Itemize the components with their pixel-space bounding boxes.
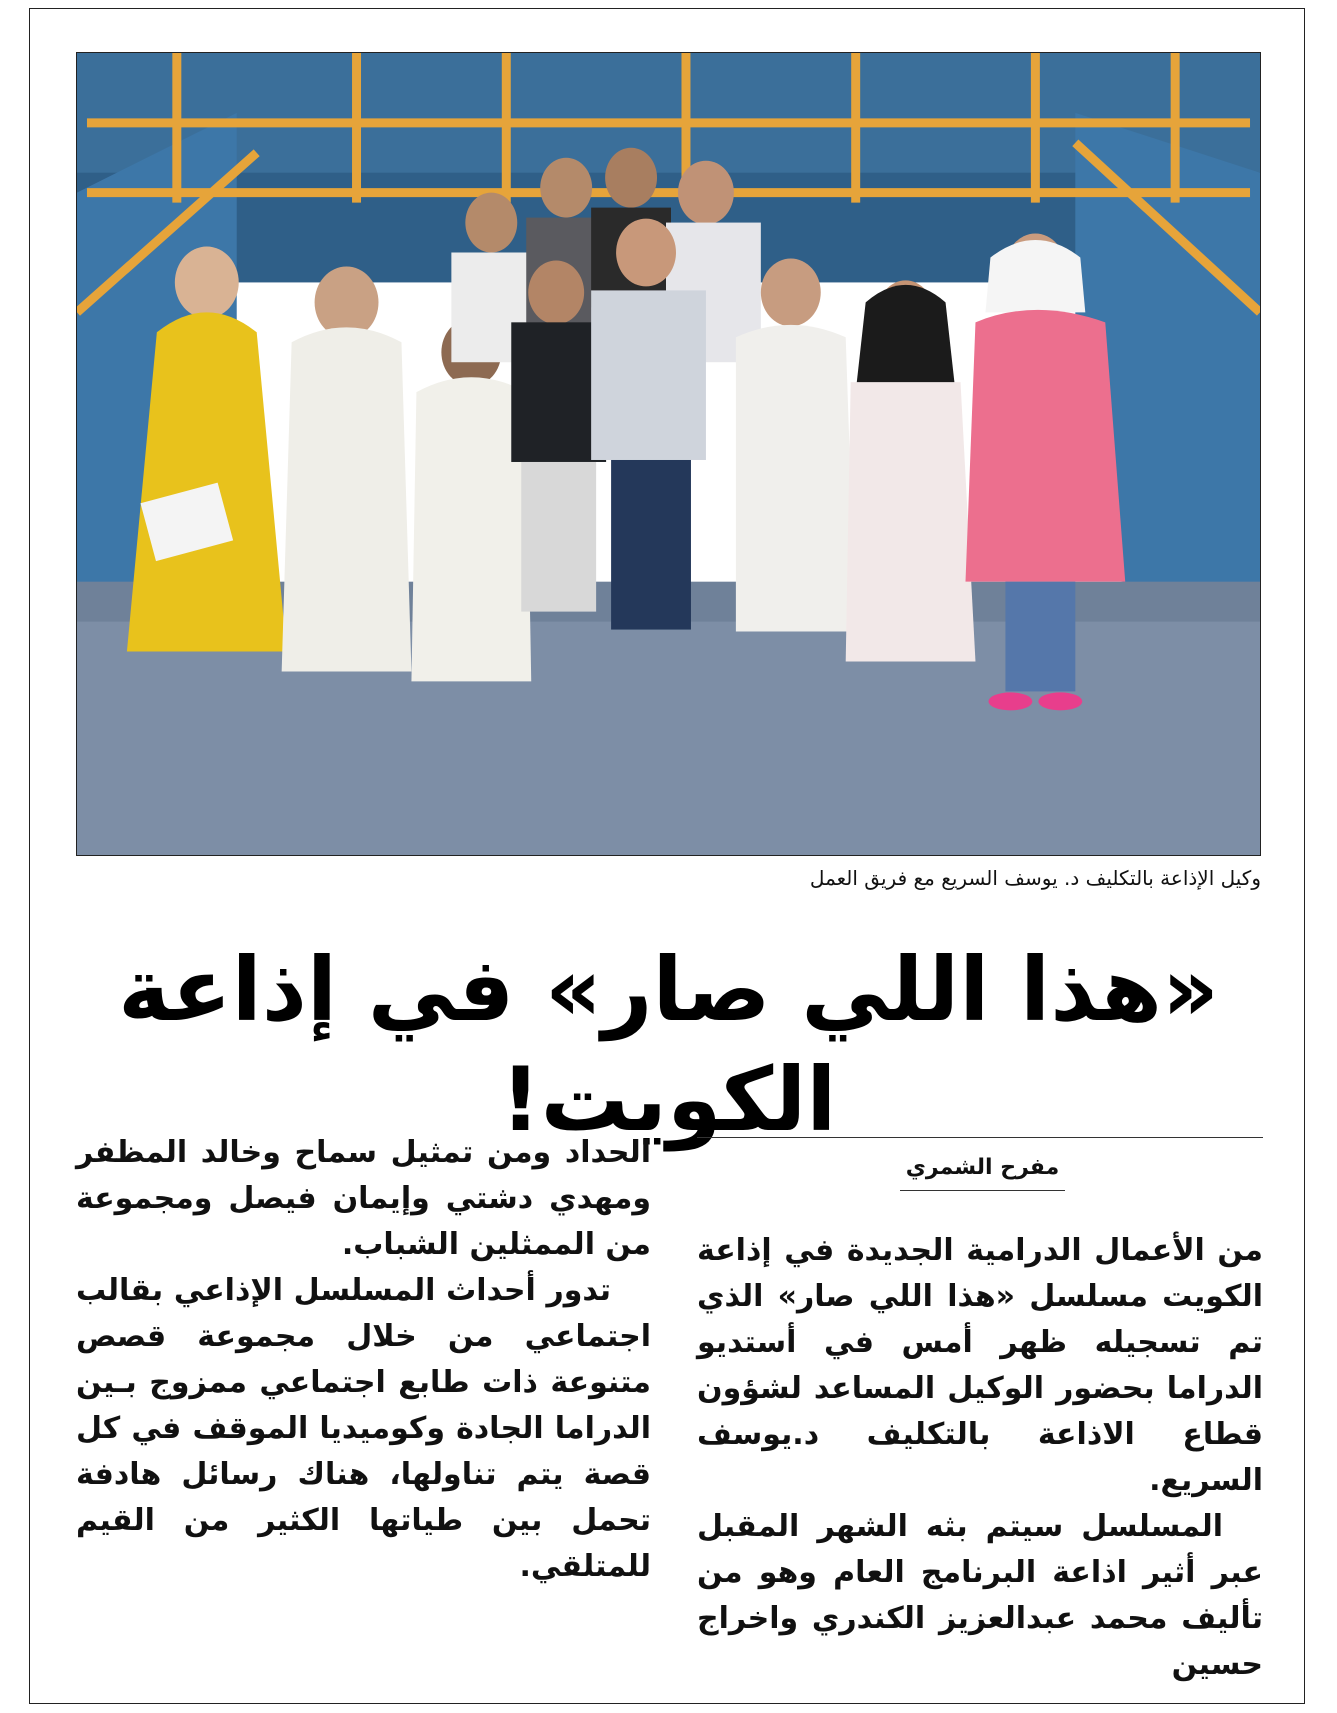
paragraph: من الأعمال الدرامية الجديدة في إذاعة الكويت مسلسل «هذا اللي صار» الذي تم تسجيله ظهر أمس في أستديو الدراما بحضور الوكيل المساعد لشؤون قطاع الاذاعة بالتكليف د.يوسف السريع. bbox=[697, 1233, 1263, 1498]
headline: «هذا اللي صار» في إذاعة الكويت! bbox=[118, 938, 1219, 1151]
article-column-left bbox=[76, 1130, 651, 1590]
article-column-right bbox=[697, 1228, 1263, 1688]
group-photo bbox=[76, 52, 1261, 856]
paragraph: تدور أحداث المسلسل الإذاعي بقالب اجتماعي من خلال مجموعة قصص متنوعة ذات طابع اجتماعي ممزوج بـين الدراما الجادة وكوميديا الموقف في كل قصة يتم تناولها، هناك رسائل هادفة تحمل بين طياتها الكثير من القيم للمتلقي. bbox=[76, 1273, 651, 1584]
paragraph: الحداد ومن تمثيل سماح وخالد المظفر ومهدي دشتي وإيمان فيصل ومجموعة من الممثلين الشباب. bbox=[76, 1135, 651, 1262]
byline-rule bbox=[697, 1137, 1263, 1138]
photo-caption: وكيل الإذاعة بالتكليف د. يوسف السريع مع فريق العمل bbox=[809, 866, 1261, 890]
group-photo-image bbox=[77, 53, 1260, 855]
byline: مفرح الشمري bbox=[900, 1148, 1065, 1191]
paragraph: المسلسل سيتم بثه الشهر المقبل عبر أثير اذاعة البرنامج العام وهو من تأليف محمد عبدالعزيز الكندري واخراج حسين bbox=[697, 1509, 1263, 1682]
